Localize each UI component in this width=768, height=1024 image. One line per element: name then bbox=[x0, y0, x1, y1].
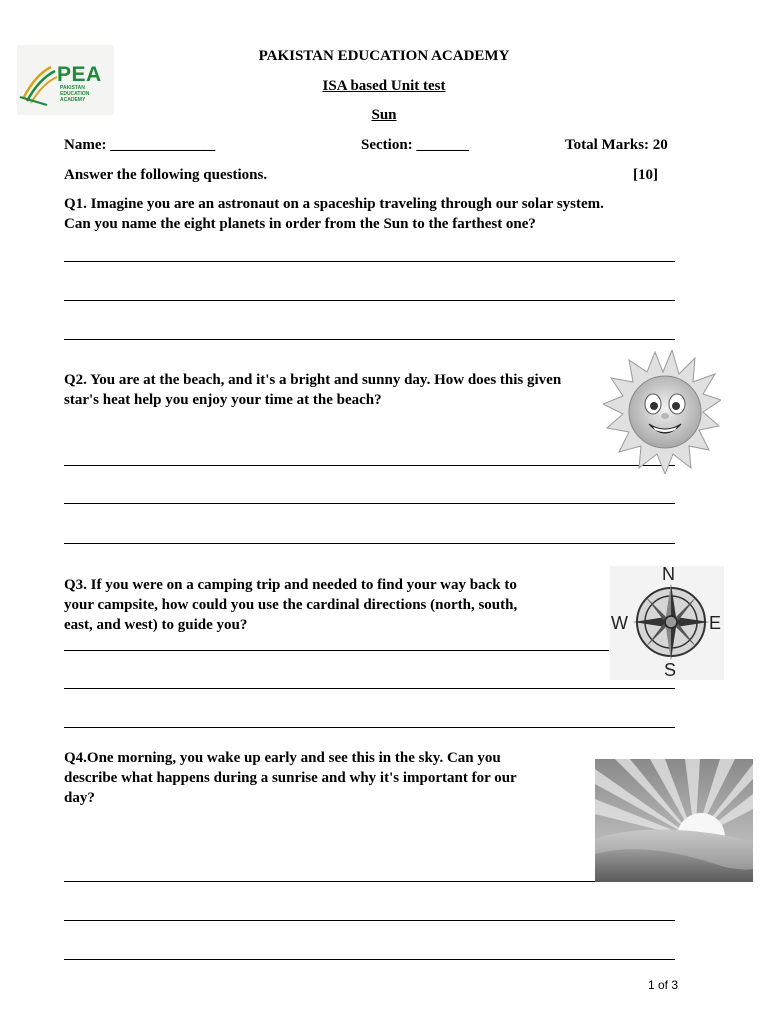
answer-line[interactable] bbox=[64, 261, 675, 262]
answer-line[interactable] bbox=[64, 650, 609, 651]
instructions-marks: [10] bbox=[633, 167, 658, 183]
sunrise-image bbox=[595, 759, 753, 882]
compass-south-label: S bbox=[664, 660, 677, 680]
section-field: Section: _______ bbox=[361, 137, 469, 153]
answer-line[interactable] bbox=[64, 543, 675, 544]
logo-subtext: PAKISTAN EDUCATION ACADEMY bbox=[60, 85, 90, 103]
subject-title: Sun bbox=[371, 107, 397, 123]
answer-line[interactable] bbox=[64, 503, 675, 504]
logo-text: PEA bbox=[57, 63, 102, 86]
total-marks: Total Marks: 20 bbox=[565, 137, 668, 153]
test-type: ISA based Unit test bbox=[322, 78, 446, 94]
question-4: Q4.One morning, you wake up early and see this in the sky. Can you describe what happens during a sunrise and why it's important for our day? bbox=[64, 750, 517, 806]
answer-line[interactable] bbox=[64, 339, 675, 340]
school-name: PAKISTAN EDUCATION ACADEMY bbox=[258, 48, 510, 64]
question-2: Q2. You are at the beach, and it's a bright and sunny day. How does this given star's heat help you enjoy your time at the beach? bbox=[64, 372, 562, 408]
answer-line[interactable] bbox=[64, 300, 675, 301]
compass-north-label: N bbox=[662, 564, 675, 584]
answer-line[interactable] bbox=[64, 727, 675, 728]
page-number: 1 of 3 bbox=[647, 978, 678, 992]
answer-line[interactable] bbox=[64, 959, 675, 960]
question-1: Q1. Imagine you are an astronaut on a spaceship traveling through our solar system. Can you name the eight planets in order from the Sun to the farthest one? bbox=[64, 196, 604, 232]
compass-rose-icon bbox=[610, 566, 724, 680]
answer-line[interactable] bbox=[64, 881, 675, 882]
smiling-sun-icon bbox=[603, 350, 721, 474]
answer-line[interactable] bbox=[64, 920, 675, 921]
instructions-text: Answer the following questions. bbox=[64, 167, 268, 183]
compass-west-label: W bbox=[611, 613, 628, 633]
compass-east-label: E bbox=[709, 613, 722, 633]
name-field: Name: ______________ bbox=[64, 137, 216, 153]
test-type-wrap bbox=[0, 76, 768, 96]
question-3: Q3. If you were on a camping trip and needed to find your way back to your campsite, how could you use the cardinal directions (north, south, east, and west) to guide you? bbox=[64, 577, 518, 633]
subject-wrap bbox=[0, 105, 768, 125]
answer-line[interactable] bbox=[64, 688, 675, 689]
answer-line[interactable] bbox=[64, 465, 675, 466]
